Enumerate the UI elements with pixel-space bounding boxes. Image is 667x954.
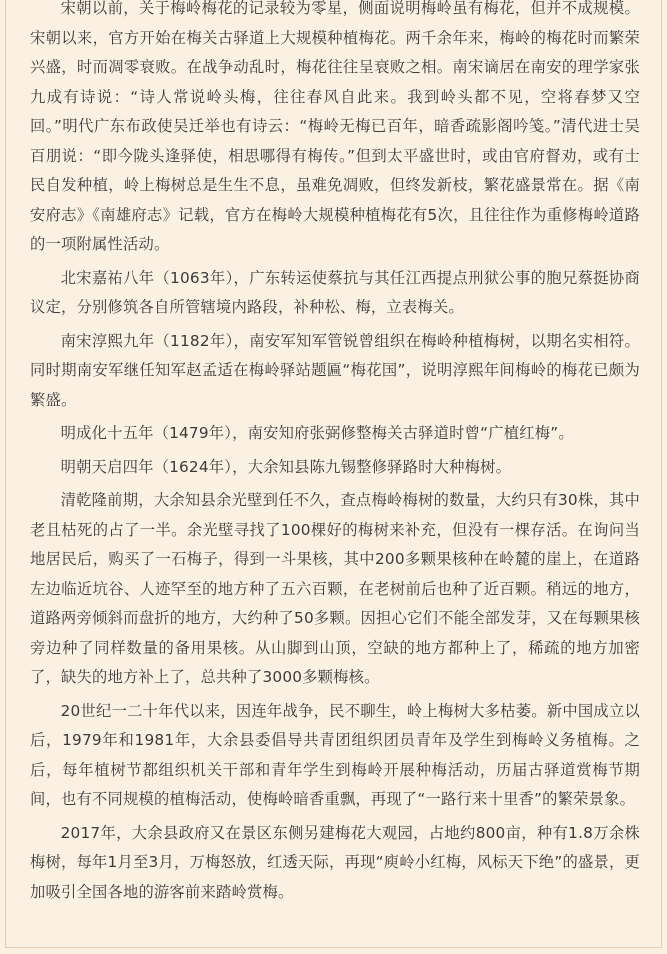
paragraph-1479-chenghua: 明成化十五年（1479年），南安知府张弼修整梅关古驿道时曾“广植红梅”。	[60, 424, 574, 442]
paragraph-20th-century: 20世纪一二十年代以来，因连年战争，民不聊生，岭上梅树大多枯萎。新中国成立以后，1979年和1981年，大余县委倡导共青团组织团员青年及学生到梅岭义务植梅。之后，每年植树节都组织机关干部和青年学生到梅岭开展种梅活动，历届古驿道赏梅节期间，也有不同规模的植梅活动，使梅岭暗香重飘，再现了“一路行来十里香”的繁荣景象。	[30, 701, 640, 808]
paragraph-1624-tianqi: 明朝天启四年（1624年），大余知县陈九锡整修驿路时大种梅树。	[60, 457, 512, 476]
paragraph-1182-chunxi: 南宋淳熙九年（1182年），南安军知军管锐曾组织在梅岭种植梅树，以期名实相符。同时期南安军继任知军赵孟适在梅岭驿站题匾“梅花国”，说明淳熙年间梅岭的梅花已颇为繁盛。	[30, 331, 640, 409]
paragraph-2017: 2017年，大余县政府又在景区东侧另建梅花大观园，占地约800亩，种有1.8万余株梅树，每年1月至3月，万梅怒放，红透天际，再现“庾岭小红梅，风标天下绝”的盛景，更加吸引全国各地的游客前来踏岭赏梅。	[30, 823, 640, 901]
paragraph-qianlong: 清乾隆前期，大余知县余光壁到任不久，查点梅岭梅树的数量，大约只有30株，其中老且枯死的占了一半。余光壁寻找了100棵好的梅树来补充，但没有一棵存活。在询问当地居民后，购买了一石梅子，得到一斗果核，其中200多颗果核种在岭麓的崖上，在道路左边临近坑谷、人迹罕至的地方种了五六百颗，在老树前后也种了近百颗。稍远的地方，道路两旁倾斜而盘折的地方，大约种了50多颗。因担心它们不能全部发芽，又在每颗果核旁边种了同样数量的备用果核。从山脚到山顶，空缺的地方都种上了，稀疏的地方加密了，缺失的地方补上了，总共种了3000多颗梅核。	[30, 491, 640, 686]
article-body	[30, 0, 640, 911]
paragraph-1063-jiayou: 北宋嘉祐八年（1063年），广东转运使蔡抗与其任江西提点刑狱公事的胞兄蔡挺协商议定，分别修筑各自所管辖境内路段，补种松、梅，立表梅关。	[30, 268, 640, 316]
paragraph-song-dynasty-history: 宋朝以前，关于梅岭梅花的记录较为零星，侧面说明梅岭虽有梅花，但并不成规模。宋朝以来，官方开始在梅关古驿道上大规模种植梅花。两千余年来，梅岭的梅花时而繁荣兴盛，时而凋零衰败。在战争动乱时，梅花往往呈衰败之相。南宋谪居在南安的理学家张九成有诗说：“诗人常说岭头梅，往往春风自此来。我到岭头都不见，空将春梦又空回。”明代广东布政使吴迁举也有诗云：“梅岭无梅已百年，暗香疏影阁吟笺。”清代进士吴百朋说：“即今陇头逢驿使，相思哪得有梅传。”但到太平盛世时，或由官府督劝，或有士民自发种植，岭上梅树总是生生不息，虽难免凋败，但终发新枝，繁花盛景常在。据《南安府志》《南雄府志》记载，官方在梅岭大规模种植梅花有5次，且往往作为重修梅岭道路的一项附属性活动。	[30, 0, 640, 253]
